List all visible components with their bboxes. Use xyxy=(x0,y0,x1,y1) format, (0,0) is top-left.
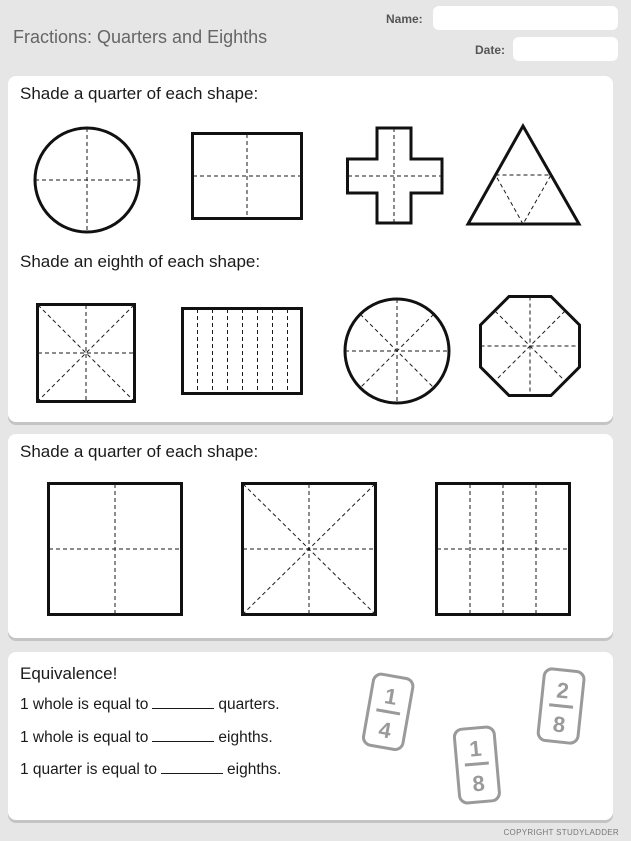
heading-eighth: Shade an eighth of each shape: xyxy=(20,252,261,271)
page-title: Fractions: Quarters and Eighths xyxy=(13,27,268,47)
line-1-before: 1 whole is equal to xyxy=(20,696,149,713)
panel-quarter-squares xyxy=(8,434,613,638)
panel-equivalence xyxy=(8,652,613,820)
date-label: Date: xyxy=(475,43,506,57)
fraction-card-two-eighths xyxy=(530,666,592,748)
circle-eighths-shape[interactable] xyxy=(343,297,451,405)
octagon-eighths-shape[interactable] xyxy=(479,295,581,397)
card-3-numerator: 2 xyxy=(555,677,571,704)
square-strips-eighths-shape[interactable] xyxy=(435,482,571,616)
triangle-quarters-shape[interactable] xyxy=(466,124,582,226)
fraction-card-one-eighth xyxy=(446,724,508,808)
cross-quarters-shape[interactable] xyxy=(346,126,446,226)
name-label: Name: xyxy=(386,12,423,26)
card-1-numerator: 1 xyxy=(382,683,400,710)
line-3-before: 1 quarter is equal to xyxy=(20,761,158,778)
card-3-denominator: 8 xyxy=(551,711,567,738)
name-field[interactable] xyxy=(433,6,618,30)
rectangle-strips-eighths-shape[interactable] xyxy=(181,307,303,395)
date-field[interactable] xyxy=(513,37,618,61)
circle-quarters-shape[interactable] xyxy=(33,126,141,234)
card-1-denominator: 4 xyxy=(376,716,394,744)
equivalence-line-2 xyxy=(20,729,273,747)
square-diagonal-eighths-shape[interactable] xyxy=(241,482,377,616)
answer-blank-3[interactable] xyxy=(161,762,223,774)
line-2-after: eighths. xyxy=(218,729,273,746)
answer-blank-1[interactable] xyxy=(152,697,214,709)
copyright-footer: COPYRIGHT STUDYLADDER xyxy=(503,828,619,837)
panel-quarters-eighths xyxy=(8,76,613,422)
card-2-numerator: 1 xyxy=(468,735,483,762)
line-1-after: quarters. xyxy=(218,696,280,713)
card-2-denominator: 8 xyxy=(471,770,486,797)
rectangle-quarters-shape[interactable] xyxy=(191,132,303,220)
square-eighths-shape[interactable] xyxy=(36,303,136,403)
fraction-card-one-quarter xyxy=(358,670,420,756)
line-3-after: eighths. xyxy=(227,761,282,778)
heading-equivalence: Equivalence! xyxy=(20,664,118,683)
answer-blank-2[interactable] xyxy=(152,730,214,742)
equivalence-line-3 xyxy=(20,761,281,779)
line-2-before: 1 whole is equal to xyxy=(20,729,149,746)
heading-quarter-squares: Shade a quarter of each shape: xyxy=(20,442,259,461)
equivalence-line-1 xyxy=(20,696,280,714)
square-quarters-shape[interactable] xyxy=(47,482,183,616)
heading-quarter: Shade a quarter of each shape: xyxy=(20,84,259,103)
